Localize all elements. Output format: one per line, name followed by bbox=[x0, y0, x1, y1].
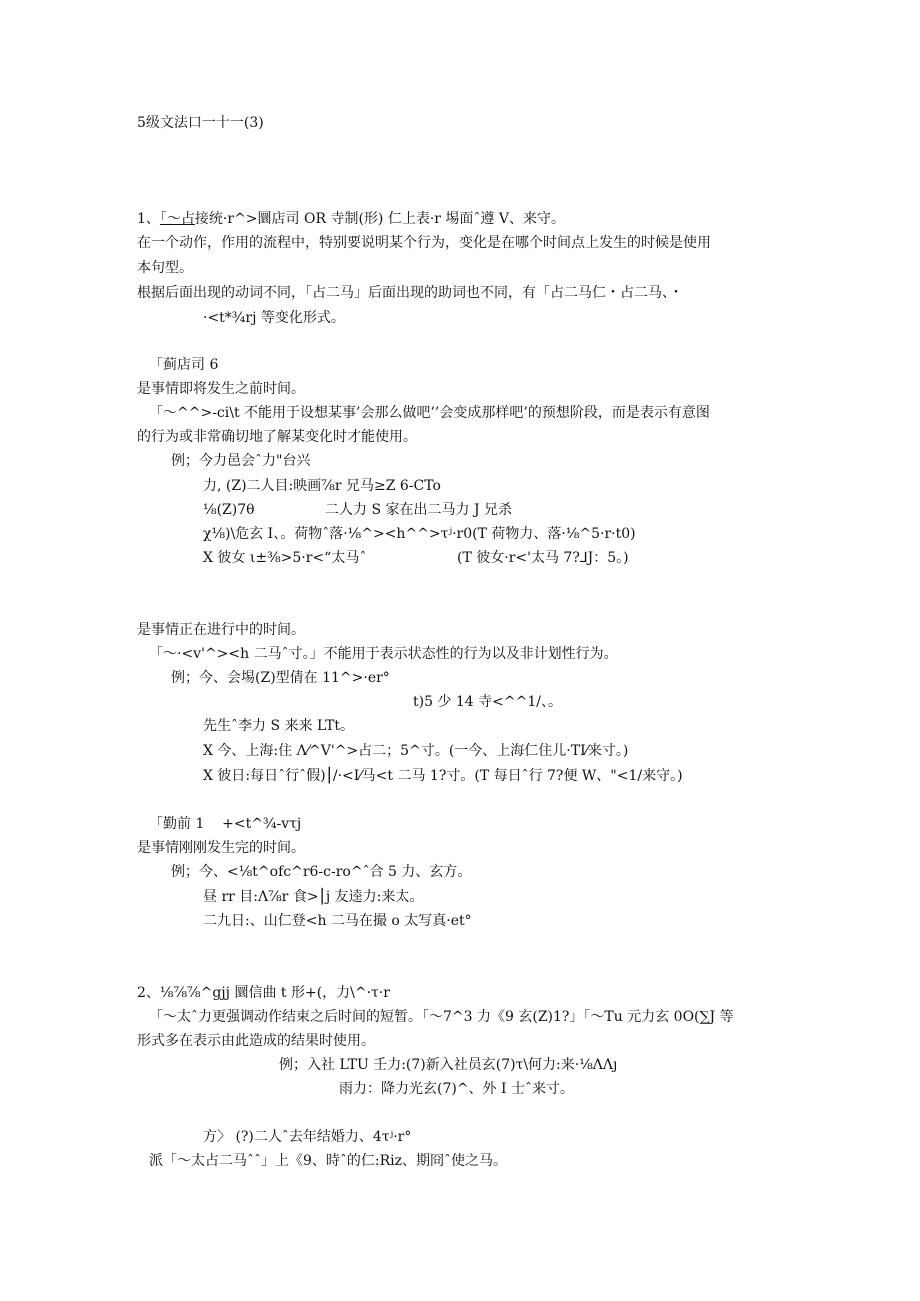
part-b-example: 例；今、会埸(Z)型倩在 11^>·er° bbox=[171, 670, 390, 686]
part-c-text: 是事情刚刚发生完的时间。 bbox=[137, 840, 305, 856]
section-1-desc-line: ·<t*¾rj 等变化形式。 bbox=[203, 310, 345, 326]
part-a-example: 力, (Z)二人目:映画⅞r 兄马≥Z 6-CTo bbox=[203, 478, 441, 494]
part-c-example: 昼 rr 目:Λ⅞r 食>⎮j 友逵力:来太。 bbox=[203, 889, 424, 905]
part-a-label: 「蓟店司 6 bbox=[149, 357, 219, 373]
section-2-example: 雨力：降力光玄(7)^、外 I 士ˆ来寸。 bbox=[339, 1081, 574, 1097]
part-c-example: 二九日:、山仁登<h 二马在撮 o 太写真·et° bbox=[203, 913, 472, 929]
section-2-example: 派「～太占二马ˆˆ」上《9、時ˆ的仁:Riz、期冏ˆ使之马。 bbox=[149, 1153, 508, 1169]
section-1-pattern: 「～占 bbox=[159, 211, 195, 227]
part-a-text: 是事情即将发生之前时间。 bbox=[137, 381, 305, 397]
section-2-desc-line: 形式多在表示由此造成的结果时使用。 bbox=[137, 1033, 375, 1049]
part-a-text: 「～^^>-ci\t 不能用于设想某事’会那么做吧’’会变成那样吧’的预想阶段，而是表示有意图 bbox=[149, 405, 710, 421]
section-2-example: 例；入社 LTU 壬力:(7)新入社员玄(7)τ\何力:来·⅛ΛΛȷ bbox=[279, 1057, 618, 1073]
section-1-desc-line: 根据后面出现的动词不同，「占二马」后面出现的助词也不同，有「占二马仁・占二马、・ bbox=[137, 285, 683, 301]
part-b-text: 「～·<v'^><h 二马ˆ寸。」不能用于表示状态性的行为以及非计划性行为。 bbox=[149, 646, 618, 662]
section-1-number: 1、 bbox=[137, 211, 160, 227]
part-a-example: X 彼女 ι±⅜>5·r<“太马ˆ bbox=[203, 550, 367, 566]
part-a-example: 例；今力邑会ˆ力"台兴 bbox=[171, 453, 311, 469]
part-b-text: 是事情正在进行中的时间。 bbox=[137, 622, 305, 638]
part-a-text: 的行为或非常确切地了解某变化时才能使用。 bbox=[137, 429, 417, 445]
section-1-heading-rest: 接统·r^>圜店司 OR 寺制(形) 仁上表·r 埸面ˆ遵 V、来守。 bbox=[194, 211, 565, 227]
section-2-heading: 2、⅛⅞⅞^gjj 圜信曲 t 形+(，力\^·τ·r bbox=[137, 985, 390, 1001]
part-b-example: t)5 少 14 寺<^^1/、。 bbox=[413, 694, 562, 710]
part-c-label: 「勤前 1 +<t^¾-vτj bbox=[149, 816, 302, 832]
part-b-example: X 彼日:每日ˆ行ˆ假)⎮/·<I⁄马<t 二马 1?寸。(T 每日ˆ行 7?便 W、"<1/来守。) bbox=[203, 768, 683, 784]
section-1-heading bbox=[137, 209, 565, 229]
part-b-example: X 今、上海:住 Λ⁄^V'^>占二；5^寸。(一今、上海仁住儿·TI⁄来寸。) bbox=[203, 743, 629, 759]
part-a-example: χ⅛)\危玄 I、。荷物ˆ落·⅛^><h^^>τʲ·r0(T 荷物力、落·⅛^5·r·t0) bbox=[203, 526, 636, 542]
section-1-desc-line: 在一个动作，作用的流程中，特别要说明某个行为，变化是在哪个时间点上发生的时候是使用 bbox=[137, 235, 711, 251]
document-title: 5级文法口一十一(3) bbox=[137, 115, 264, 131]
part-c-example: 例；今、<⅛t^ofc^r6-c-ro^ˆ合 5 力、玄方。 bbox=[171, 864, 472, 880]
part-b-example: 先生ˆ李力 S 来来 LTt。 bbox=[203, 718, 355, 734]
section-1-desc-line: 本句型。 bbox=[137, 260, 193, 276]
section-2-example: 方〉 (?)二人ˆ去年结婚力、4τʲ·r° bbox=[203, 1129, 412, 1145]
part-a-example: 二人力 S 家在出二马力 J 兄杀 bbox=[325, 502, 513, 518]
section-2-desc-line: 「～太ˆ力更强调动作结束之后时间的短暂。「～7^3 力《9 玄(Z)1?」「～Tu 元力玄 0O(∑J 等 bbox=[149, 1009, 734, 1025]
part-a-example: (T 彼女·r<'太马 7?⅃J：5。) bbox=[457, 550, 629, 566]
part-a-example: ⅛(Z)7θ bbox=[203, 502, 255, 518]
